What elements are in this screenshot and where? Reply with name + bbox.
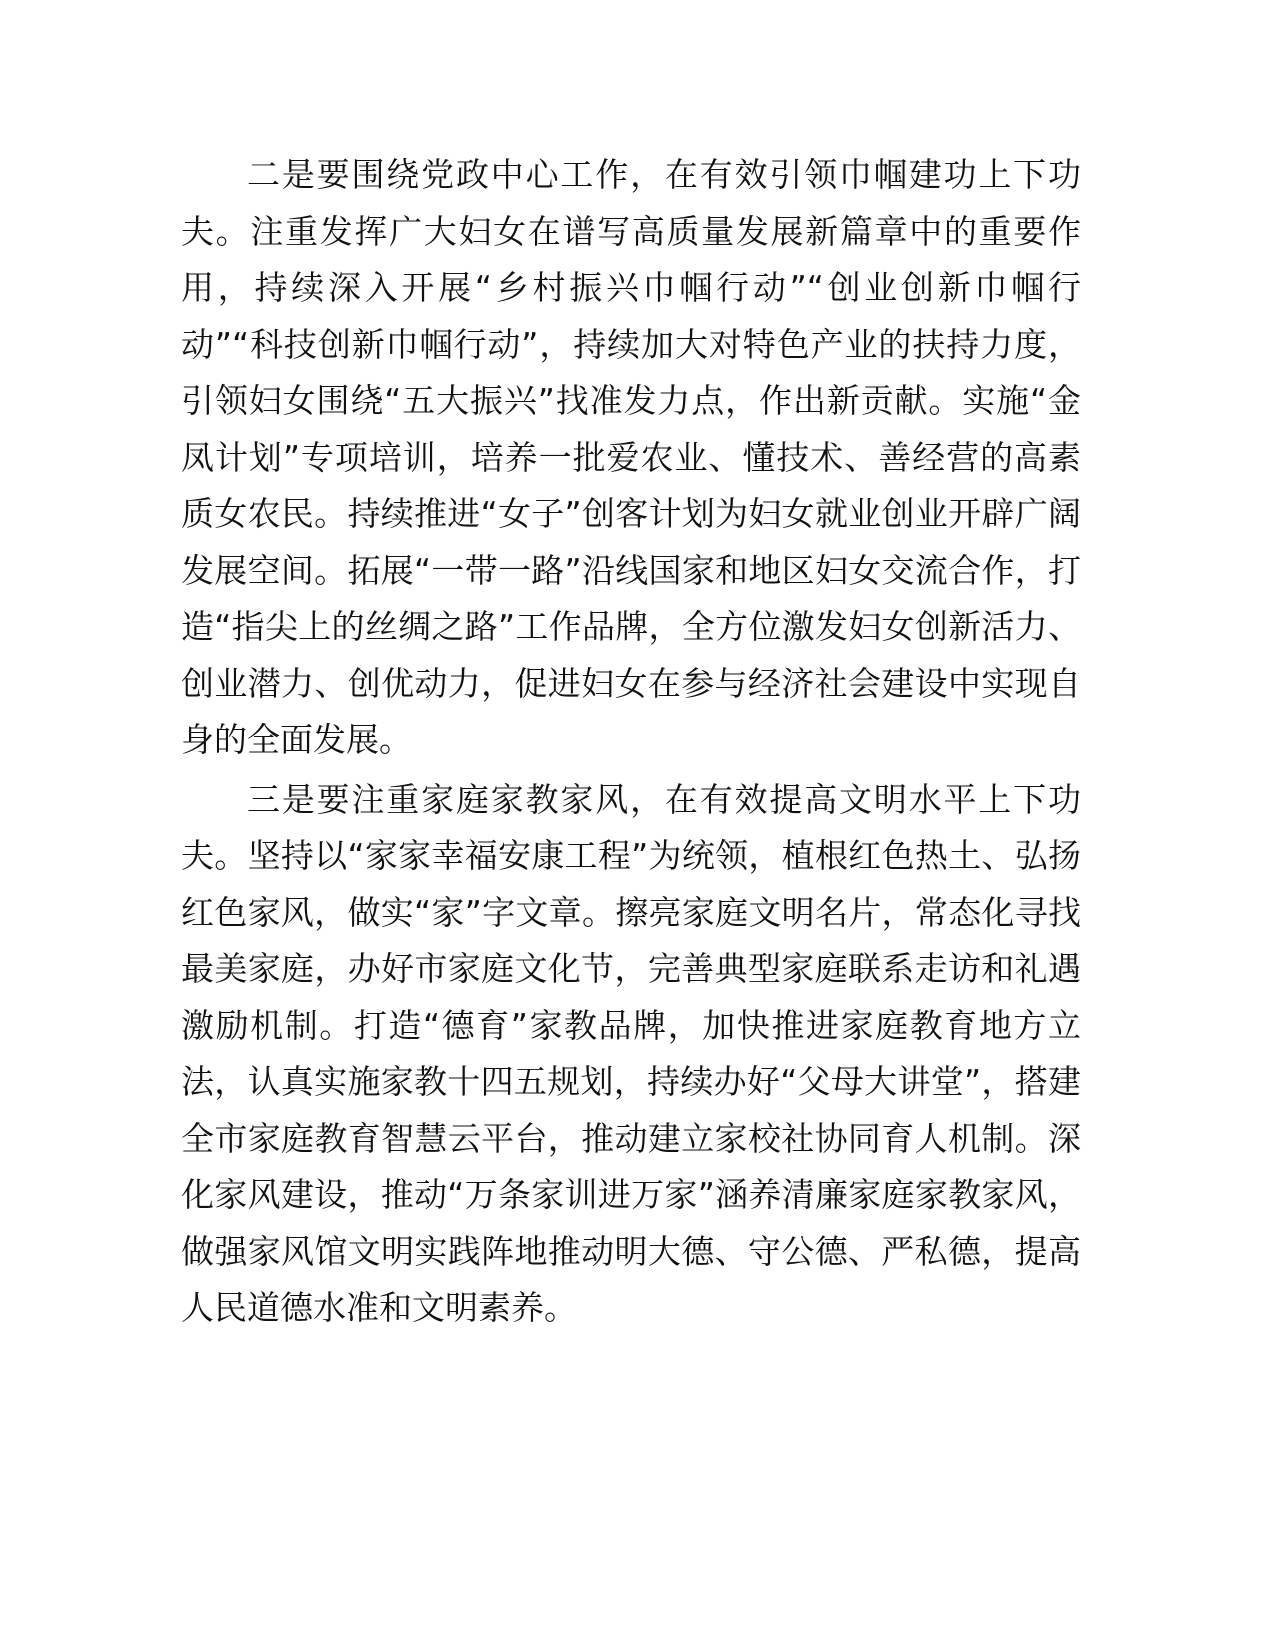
paragraph-family-values: 三是要注重家庭家教家风，在有效提高文明水平上下功夫。坚持以“家家幸福安康工程”为统领，植根红色热土、弘扬红色家风，做实“家”字文章。擦亮家庭文明名片，常态化寻找最美家庭，办好市家庭文化节，完善典型家庭联系走访和礼遇激励机制。打造“德育”家教品牌，加快推进家庭教育地方立法，认真实施家教十四五规划，持续办好“父母大讲堂”，搭建全市家庭教育智慧云平台，推动建立家校社协同育人机制。深化家风建设，推动“万条家训进万家”涵养清廉家庭家教家风，做强家风馆文明实践阵地推动明大德、守公德、严私德，提高人民道德水准和文明素养。 [181,779,1081,1327]
document-body [181,147,1081,1340]
paragraph-women-achievement: 二是要围绕党政中心工作，在有效引领巾帼建功上下功夫。注重发挥广大妇女在谱写高质量发展新篇章中的重要作用，持续深入开展“乡村振兴巾帼行动”“创业创新巾帼行动”“科技创新巾帼行动”，持续加大对特色产业的扶持力度，引领妇女围绕“五大振兴”找准发力点，作出新贡献。实施“金凤计划”专项培训，培养一批爱农业、懂技术、善经营的高素质女农民。持续推进“女子”创客计划为妇女就业创业开辟广阔发展空间。拓展“一带一路”沿线国家和地区妇女交流合作，打造“指尖上的丝绸之路”工作品牌，全方位激发妇女创新活力、创业潜力、创优动力，促进妇女在参与经济社会建设中实现自身的全面发展。 [181,155,1081,759]
